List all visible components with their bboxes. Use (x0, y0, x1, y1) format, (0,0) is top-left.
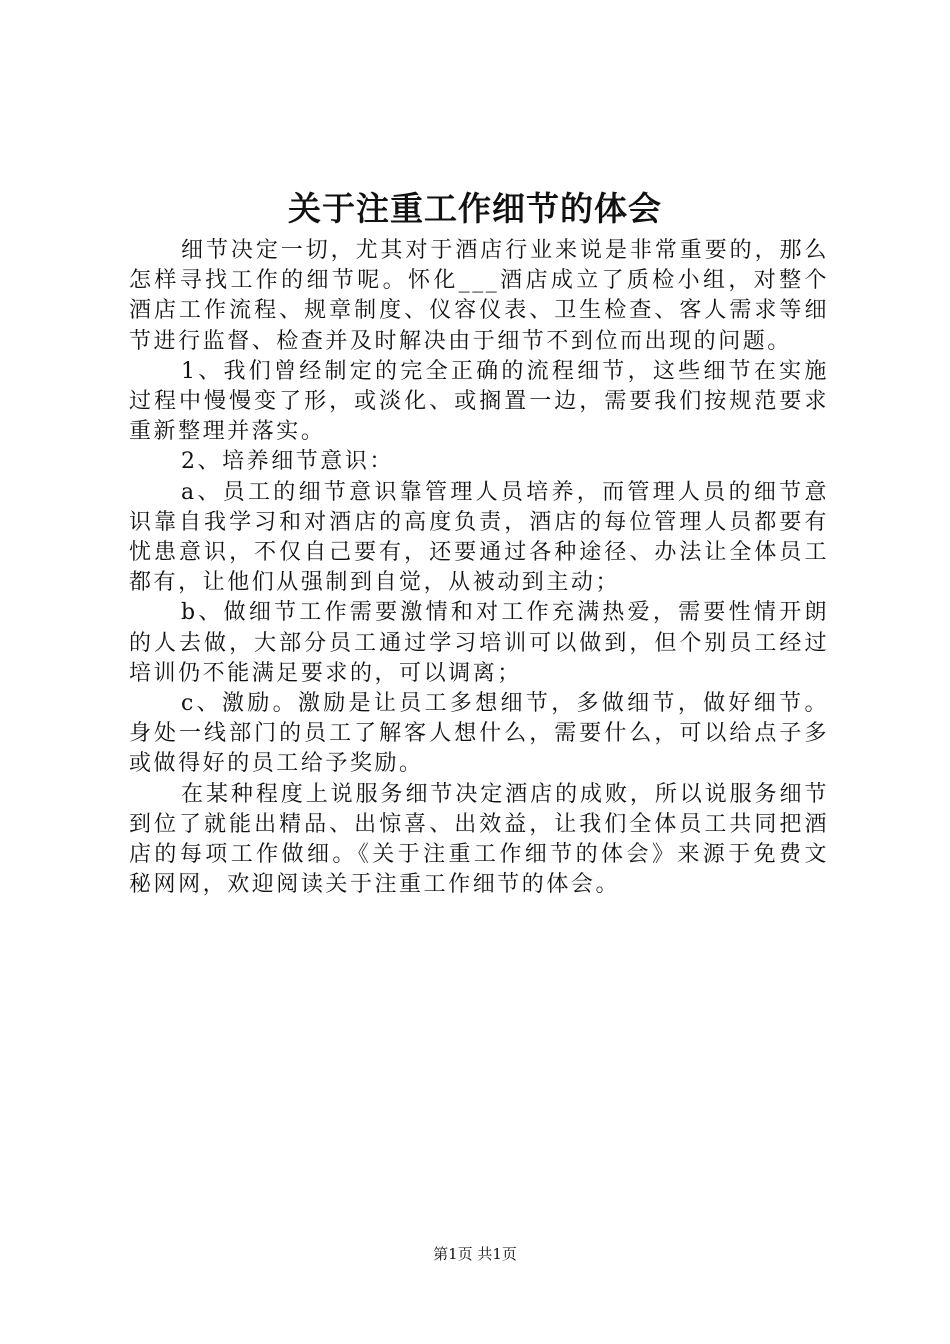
paragraph-conclusion: 在某种程度上说服务细节决定酒店的成败，所以说服务细节到位了就能出精品、出惊喜、出效益，让我们全体员工共同把酒店的每项工作做细。《关于注重工作细节的体会》来源于免费文秘网网，欢迎阅读关于注重工作细节的体会。 (129, 781, 829, 898)
document-title: 关于注重工作细节的体会 (288, 189, 662, 228)
paragraph-item-2c: c、激励。激励是让员工多想细节，多做细节，做好细节。身处一线部门的员工了解客人想什么，需要什么，可以给点子多或做得好的员工给予奖励。 (129, 691, 829, 777)
paragraph-intro: 细节决定一切，尤其对于酒店行业来说是非常重要的，那么怎样寻找工作的细节呢。怀化___酒店成立了质检小组，对整个酒店工作流程、规章制度、仪容仪表、卫生检查、客人需求等细节进行监督、检查并及时解决由于细节不到位而出现的问题。 (129, 238, 829, 354)
paragraph-item-2: 2、培养细节意识： (181, 449, 394, 475)
paragraph-item-2a: a、员工的细节意识靠管理人员培养，而管理人员的细节意识靠自我学习和对酒店的高度负责，酒店的每位管理人员都要有忧患意识，不仅自己要有，还要通过各种途径、办法让全体员工都有，让他们从强制到自觉，从被动到主动； (129, 479, 829, 596)
document-body (129, 236, 829, 900)
page-footer: 第1页 共1页 (433, 1245, 517, 1263)
paragraph-item-1: 1、我们曾经制定的完全正确的流程细节，这些细节在实施过程中慢慢变了形，或淡化、或搁置一边，需要我们按规范要求重新整理并落实。 (129, 358, 829, 445)
paragraph-item-2b: b、做细节工作需要激情和对工作充满热爱，需要性情开朗的人去做，大部分员工通过学习培训可以做到，但个别员工经过培训仍不能满足要求的，可以调离； (129, 600, 829, 686)
